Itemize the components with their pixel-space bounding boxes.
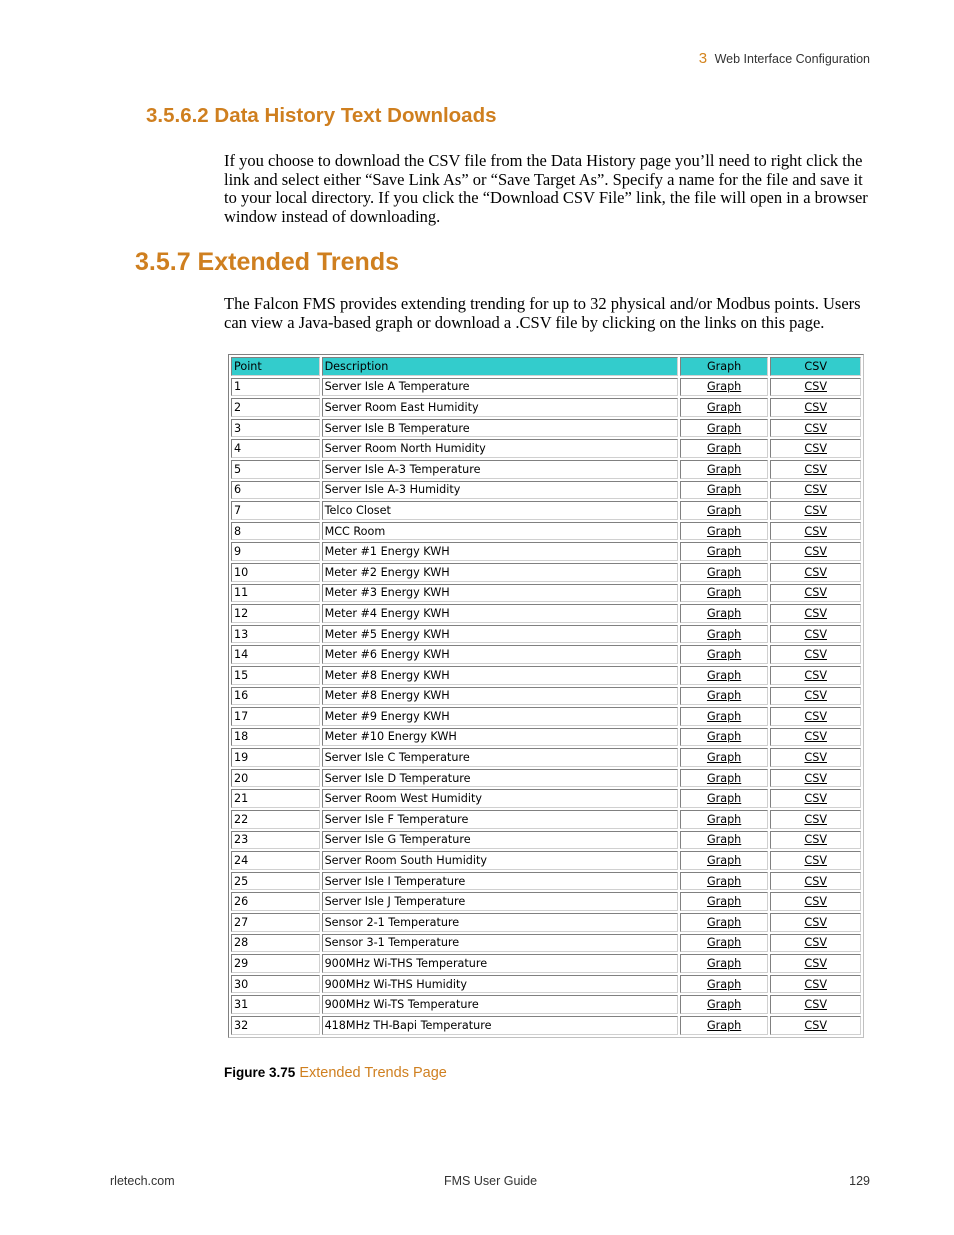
section-heading-3562: 3.5.6.2 Data History Text Downloads <box>146 104 497 127</box>
graph-cell <box>680 481 769 500</box>
csv-cell <box>770 398 861 417</box>
graph-link[interactable]: Graph <box>706 812 742 826</box>
table-row <box>231 481 861 500</box>
graph-link[interactable]: Graph <box>706 503 742 517</box>
csv-link[interactable]: CSV <box>804 668 827 682</box>
graph-cell <box>680 460 769 479</box>
table-row <box>231 954 861 973</box>
graph-link[interactable]: Graph <box>706 936 742 950</box>
graph-cell <box>680 439 769 458</box>
csv-cell <box>770 501 861 520</box>
csv-cell <box>770 645 861 664</box>
point-cell: 20 <box>231 769 320 788</box>
footer-website: rletech.com <box>110 1174 175 1188</box>
description-cell: Server Isle A-3 Humidity <box>322 481 678 500</box>
description-cell: Server Isle C Temperature <box>322 748 678 767</box>
csv-link[interactable]: CSV <box>804 400 827 414</box>
graph-cell <box>680 378 769 397</box>
csv-link[interactable]: CSV <box>804 833 827 847</box>
csv-link[interactable]: CSV <box>804 895 827 909</box>
graph-cell <box>680 810 769 829</box>
description-cell: Server Isle A Temperature <box>322 378 678 397</box>
csv-link[interactable]: CSV <box>804 874 827 888</box>
chapter-title: Web Interface Configuration <box>714 52 870 66</box>
description-cell: Server Isle A-3 Temperature <box>322 460 678 479</box>
graph-cell <box>680 604 769 623</box>
graph-link[interactable]: Graph <box>706 421 742 435</box>
extended-trends-table <box>229 355 863 1037</box>
graph-link[interactable]: Graph <box>706 751 742 765</box>
point-cell: 22 <box>231 810 320 829</box>
point-cell: 6 <box>231 481 320 500</box>
csv-link[interactable]: CSV <box>804 915 827 929</box>
graph-link[interactable]: Graph <box>706 586 742 600</box>
csv-link[interactable]: CSV <box>804 565 827 579</box>
point-cell: 13 <box>231 625 320 644</box>
csv-cell <box>770 604 861 623</box>
csv-cell <box>770 769 861 788</box>
table-row <box>231 707 861 726</box>
graph-cell <box>680 913 769 932</box>
point-cell: 16 <box>231 687 320 706</box>
graph-cell <box>680 769 769 788</box>
csv-cell <box>770 831 861 850</box>
table-row <box>231 398 861 417</box>
graph-link[interactable]: Graph <box>706 380 742 394</box>
table-header-row <box>231 357 861 376</box>
table-row <box>231 522 861 541</box>
csv-cell <box>770 934 861 953</box>
point-cell: 32 <box>231 1016 320 1035</box>
csv-cell <box>770 687 861 706</box>
graph-link[interactable]: Graph <box>706 709 742 723</box>
table-row <box>231 625 861 644</box>
table-row <box>231 1016 861 1035</box>
csv-cell <box>770 810 861 829</box>
description-cell: 900MHz Wi-THS Humidity <box>322 975 678 994</box>
extended-trends-table-frame <box>228 354 864 1038</box>
description-cell: Meter #9 Energy KWH <box>322 707 678 726</box>
table-row <box>231 666 861 685</box>
csv-link[interactable]: CSV <box>804 606 827 620</box>
description-cell: Sensor 3-1 Temperature <box>322 934 678 953</box>
csv-link[interactable]: CSV <box>804 957 827 971</box>
description-cell: Server Room South Humidity <box>322 851 678 870</box>
csv-link[interactable]: CSV <box>804 689 827 703</box>
description-cell: Sensor 2-1 Temperature <box>322 913 678 932</box>
graph-cell <box>680 563 769 582</box>
csv-link[interactable]: CSV <box>804 936 827 950</box>
graph-link[interactable]: Graph <box>706 957 742 971</box>
description-cell: Meter #1 Energy KWH <box>322 542 678 561</box>
point-cell: 7 <box>231 501 320 520</box>
graph-cell <box>680 1016 769 1035</box>
csv-link[interactable]: CSV <box>804 1018 827 1032</box>
csv-cell <box>770 584 861 603</box>
point-cell: 24 <box>231 851 320 870</box>
figure-title: Extended Trends Page <box>299 1065 447 1081</box>
table-row <box>231 769 861 788</box>
graph-cell <box>680 522 769 541</box>
graph-link[interactable]: Graph <box>706 524 742 538</box>
graph-cell <box>680 934 769 953</box>
graph-cell <box>680 872 769 891</box>
point-cell: 8 <box>231 522 320 541</box>
point-cell: 14 <box>231 645 320 664</box>
description-cell: Meter #5 Energy KWH <box>322 625 678 644</box>
footer-page-number: 129 <box>849 1174 870 1188</box>
graph-cell <box>680 687 769 706</box>
table-row <box>231 645 861 664</box>
graph-link[interactable]: Graph <box>706 771 742 785</box>
csv-link[interactable]: CSV <box>804 648 827 662</box>
point-cell: 30 <box>231 975 320 994</box>
graph-cell <box>680 851 769 870</box>
description-cell: Server Room East Humidity <box>322 398 678 417</box>
point-cell: 3 <box>231 419 320 438</box>
description-cell: Server Isle B Temperature <box>322 419 678 438</box>
description-cell: Server Room North Humidity <box>322 439 678 458</box>
section-357-paragraph: The Falcon FMS provides extending trending for up to 32 physical and/or Modbus points. Users can view a Java-based graph or download a .CSV file by clicking on the links on this page. <box>224 294 861 332</box>
point-cell: 5 <box>231 460 320 479</box>
graph-link[interactable]: Graph <box>706 915 742 929</box>
graph-link[interactable]: Graph <box>706 442 742 456</box>
point-cell: 11 <box>231 584 320 603</box>
figure-label: Figure 3.75 <box>224 1065 296 1080</box>
table-row <box>231 748 861 767</box>
description-cell: Telco Closet <box>322 501 678 520</box>
graph-link[interactable]: Graph <box>706 792 742 806</box>
csv-link[interactable]: CSV <box>804 751 827 765</box>
point-cell: 17 <box>231 707 320 726</box>
csv-cell <box>770 748 861 767</box>
graph-cell <box>680 975 769 994</box>
table-row <box>231 460 861 479</box>
section-heading-357: 3.5.7 Extended Trends <box>135 248 399 276</box>
graph-link[interactable]: Graph <box>706 730 742 744</box>
csv-cell <box>770 892 861 911</box>
header-graph: Graph <box>680 357 769 376</box>
graph-cell <box>680 666 769 685</box>
csv-link[interactable]: CSV <box>804 730 827 744</box>
point-cell: 25 <box>231 872 320 891</box>
point-cell: 19 <box>231 748 320 767</box>
header-csv: CSV <box>770 357 861 376</box>
table-body <box>231 378 861 1035</box>
csv-link[interactable]: CSV <box>804 627 827 641</box>
csv-cell <box>770 460 861 479</box>
csv-cell <box>770 542 861 561</box>
graph-link[interactable]: Graph <box>706 565 742 579</box>
description-cell: Server Isle G Temperature <box>322 831 678 850</box>
csv-cell <box>770 625 861 644</box>
graph-link[interactable]: Graph <box>706 400 742 414</box>
graph-cell <box>680 831 769 850</box>
csv-link[interactable]: CSV <box>804 586 827 600</box>
csv-link[interactable]: CSV <box>804 524 827 538</box>
csv-cell <box>770 563 861 582</box>
point-cell: 15 <box>231 666 320 685</box>
table-row <box>231 975 861 994</box>
table-row <box>231 501 861 520</box>
description-cell: Meter #3 Energy KWH <box>322 584 678 603</box>
csv-cell <box>770 439 861 458</box>
header-description: Description <box>322 357 678 376</box>
graph-cell <box>680 419 769 438</box>
graph-cell <box>680 748 769 767</box>
graph-link[interactable]: Graph <box>706 606 742 620</box>
graph-cell <box>680 584 769 603</box>
graph-link[interactable]: Graph <box>706 689 742 703</box>
graph-link[interactable]: Graph <box>706 895 742 909</box>
point-cell: 23 <box>231 831 320 850</box>
table-row <box>231 604 861 623</box>
csv-cell <box>770 913 861 932</box>
point-cell: 29 <box>231 954 320 973</box>
graph-link[interactable]: Graph <box>706 627 742 641</box>
table-row <box>231 872 861 891</box>
point-cell: 28 <box>231 934 320 953</box>
graph-cell <box>680 728 769 747</box>
table-row <box>231 892 861 911</box>
description-cell: Meter #2 Energy KWH <box>322 563 678 582</box>
point-cell: 31 <box>231 995 320 1014</box>
csv-cell <box>770 789 861 808</box>
csv-cell <box>770 975 861 994</box>
point-cell: 27 <box>231 913 320 932</box>
header-point: Point <box>231 357 320 376</box>
footer-doc-title: FMS User Guide <box>444 1174 538 1188</box>
table-row <box>231 810 861 829</box>
description-cell: Server Isle D Temperature <box>322 769 678 788</box>
csv-link[interactable]: CSV <box>804 503 827 517</box>
section-3562-paragraph: If you choose to download the CSV file from the Data History page you’ll need to right click the link and select either “Save Link As” or “Save Target As”. Specify a name for the file and save it to your local directory. If you click the “Download CSV File” link, the file will open in a browser window instead of downloading. <box>224 151 868 226</box>
table-row <box>231 934 861 953</box>
description-cell: Server Isle J Temperature <box>322 892 678 911</box>
graph-link[interactable]: Graph <box>706 854 742 868</box>
graph-cell <box>680 995 769 1014</box>
graph-cell <box>680 892 769 911</box>
graph-cell <box>680 707 769 726</box>
csv-link[interactable]: CSV <box>804 380 827 394</box>
description-cell: MCC Room <box>322 522 678 541</box>
csv-link[interactable]: CSV <box>804 421 827 435</box>
csv-link[interactable]: CSV <box>804 545 827 559</box>
csv-cell <box>770 707 861 726</box>
running-header <box>699 50 870 67</box>
csv-cell <box>770 666 861 685</box>
table-row <box>231 913 861 932</box>
csv-cell <box>770 851 861 870</box>
csv-cell <box>770 522 861 541</box>
graph-cell <box>680 789 769 808</box>
graph-cell <box>680 398 769 417</box>
point-cell: 12 <box>231 604 320 623</box>
table-row <box>231 995 861 1014</box>
csv-link[interactable]: CSV <box>804 462 827 476</box>
figure-caption <box>224 1065 447 1081</box>
csv-cell <box>770 378 861 397</box>
csv-link[interactable]: CSV <box>804 998 827 1012</box>
table-row <box>231 584 861 603</box>
point-cell: 1 <box>231 378 320 397</box>
point-cell: 18 <box>231 728 320 747</box>
graph-link[interactable]: Graph <box>706 1018 742 1032</box>
csv-cell <box>770 995 861 1014</box>
table-row <box>231 831 861 850</box>
csv-link[interactable]: CSV <box>804 483 827 497</box>
graph-link[interactable]: Graph <box>706 462 742 476</box>
csv-cell <box>770 481 861 500</box>
csv-link[interactable]: CSV <box>804 442 827 456</box>
description-cell: Server Isle F Temperature <box>322 810 678 829</box>
table-row <box>231 542 861 561</box>
point-cell: 10 <box>231 563 320 582</box>
csv-link[interactable]: CSV <box>804 854 827 868</box>
point-cell: 4 <box>231 439 320 458</box>
graph-cell <box>680 645 769 664</box>
csv-link[interactable]: CSV <box>804 977 827 991</box>
point-cell: 9 <box>231 542 320 561</box>
csv-cell <box>770 872 861 891</box>
graph-link[interactable]: Graph <box>706 977 742 991</box>
csv-cell <box>770 1016 861 1035</box>
table-row <box>231 419 861 438</box>
csv-cell <box>770 728 861 747</box>
description-cell: Meter #10 Energy KWH <box>322 728 678 747</box>
description-cell: 900MHz Wi-TS Temperature <box>322 995 678 1014</box>
description-cell: Meter #4 Energy KWH <box>322 604 678 623</box>
graph-link[interactable]: Graph <box>706 874 742 888</box>
description-cell: Server Isle I Temperature <box>322 872 678 891</box>
point-cell: 26 <box>231 892 320 911</box>
description-cell: Meter #8 Energy KWH <box>322 687 678 706</box>
graph-cell <box>680 954 769 973</box>
description-cell: 900MHz Wi-THS Temperature <box>322 954 678 973</box>
graph-link[interactable]: Graph <box>706 648 742 662</box>
point-cell: 21 <box>231 789 320 808</box>
table-row <box>231 563 861 582</box>
csv-link[interactable]: CSV <box>804 792 827 806</box>
description-cell: 418MHz TH-Bapi Temperature <box>322 1016 678 1035</box>
csv-link[interactable]: CSV <box>804 771 827 785</box>
table-row <box>231 439 861 458</box>
description-cell: Server Room West Humidity <box>322 789 678 808</box>
graph-cell <box>680 542 769 561</box>
graph-cell <box>680 625 769 644</box>
table-row <box>231 789 861 808</box>
table-row <box>231 687 861 706</box>
point-cell: 2 <box>231 398 320 417</box>
graph-link[interactable]: Graph <box>706 833 742 847</box>
chapter-number: 3 <box>698 50 708 67</box>
graph-link[interactable]: Graph <box>706 545 742 559</box>
graph-link[interactable]: Graph <box>706 998 742 1012</box>
table-row <box>231 851 861 870</box>
table-row <box>231 728 861 747</box>
csv-link[interactable]: CSV <box>804 709 827 723</box>
graph-link[interactable]: Graph <box>706 668 742 682</box>
graph-link[interactable]: Graph <box>706 483 742 497</box>
table-row <box>231 378 861 397</box>
description-cell: Meter #8 Energy KWH <box>322 666 678 685</box>
graph-cell <box>680 501 769 520</box>
csv-cell <box>770 954 861 973</box>
csv-link[interactable]: CSV <box>804 812 827 826</box>
description-cell: Meter #6 Energy KWH <box>322 645 678 664</box>
csv-cell <box>770 419 861 438</box>
